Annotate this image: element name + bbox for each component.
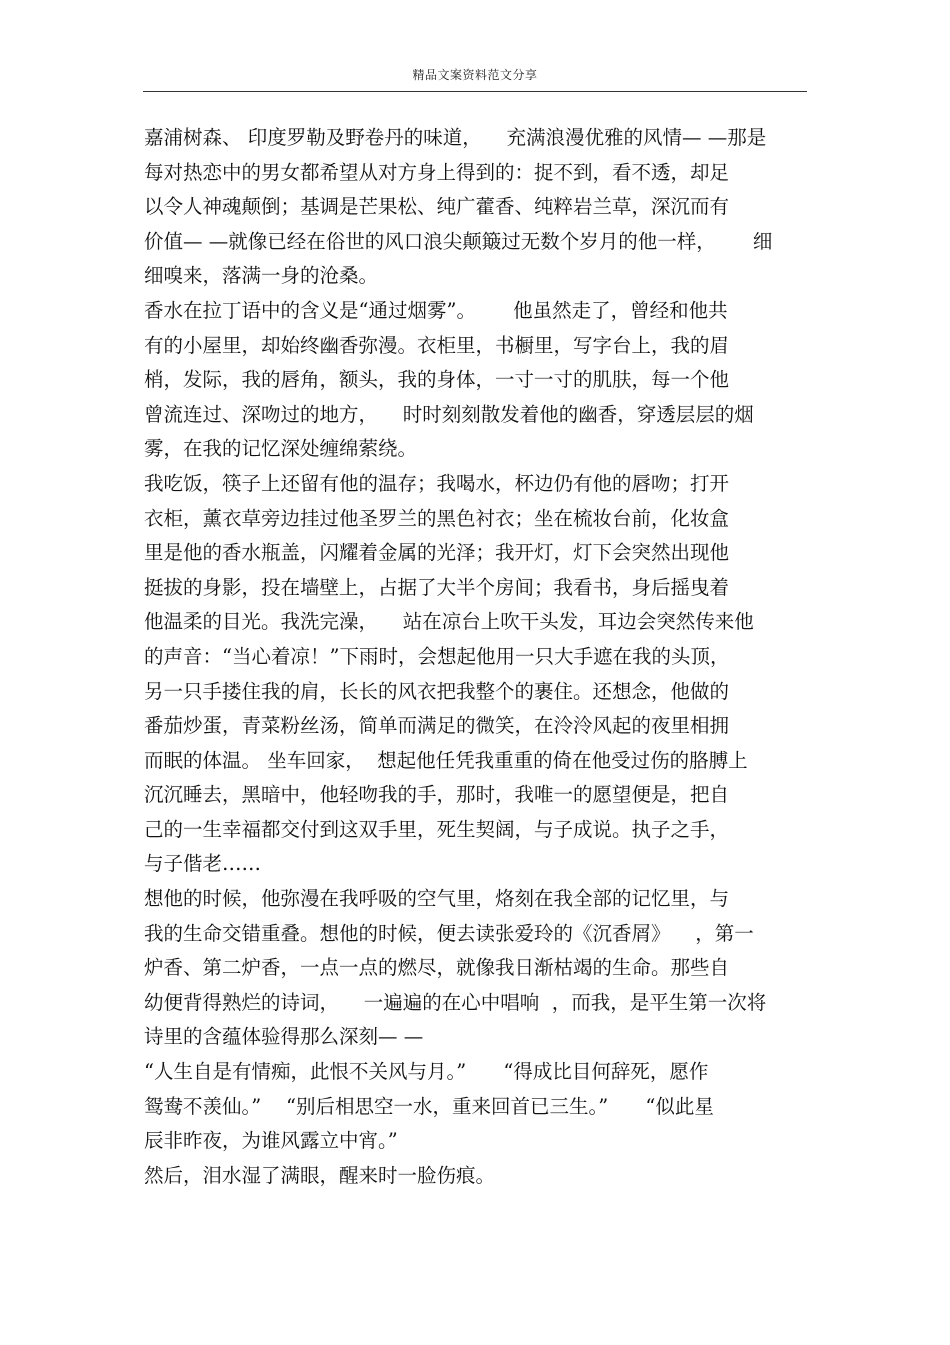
text-line: “人生自是有情痴，此恨不关风与月。” “得成比目何辞死，愿作 xyxy=(144,1060,709,1084)
text-line: 我吃饭，筷子上还留有他的温存；我喝水，杯边仍有他的唇吻；打开 xyxy=(144,471,730,495)
text-line: 里是他的香水瓶盖，闪耀着金属的光泽；我开灯，灯下会突然出现他 xyxy=(144,541,730,565)
text-line: 幼便背得熟烂的诗词， 一遍遍的在心中唱响 ，而我，是平生第一次将 xyxy=(144,990,767,1014)
text-line: 价值— —就像已经在俗世的风口浪尖颠簸过无数个岁月的他一样， 细 xyxy=(144,229,773,253)
text-line: 梢，发际，我的唇角，额头，我的身体，一寸一寸的肌肤，每一个他 xyxy=(144,368,730,392)
text-line: 炉香、第二炉香，一点一点的燃尽，就像我日渐枯竭的生命。那些自 xyxy=(144,956,730,980)
text-line: 辰非昨夜，为谁风露立中宵。” xyxy=(144,1129,398,1153)
text-line: 雾，在我的记忆深处缠绵萦绕。 xyxy=(144,437,418,461)
text-line: 有的小屋里，却始终幽香弥漫。衣柜里，书橱里，写字台上，我的眉 xyxy=(144,333,730,357)
text-line: 另一只手搂住我的肩，长长的风衣把我整个的裹住。还想念，他做的 xyxy=(144,679,730,703)
text-line: 衣柜，薰衣草旁边挂过他圣罗兰的黑色衬衣；坐在梳妆台前，化妆盒 xyxy=(144,506,730,530)
text-line: 嘉浦树森、 印度罗勒及野卷丹的味道， 充满浪漫优雅的风情— —那是 xyxy=(144,126,767,149)
text-line: 而眠的体温。 坐车回家， 想起他任凭我重重的倚在他受过伤的胳膊上 xyxy=(144,748,748,772)
text-line: 想他的时候，他弥漫在我呼吸的空气里，烙刻在我全部的记忆里，与 xyxy=(144,887,730,911)
text-line: 香水在拉丁语中的含义是“通过烟雾”。 他虽然走了，曾经和他共 xyxy=(144,298,728,322)
text-line: 挺拔的身影，投在墙壁上，占据了大半个房间；我看书，身后摇曳着 xyxy=(144,575,730,599)
text-line: 以令人神魂颠倒；基调是芒果松、纯广藿香、纯粹岩兰草，深沉而有 xyxy=(144,195,730,219)
header-divider xyxy=(143,91,807,92)
text-line: 鸳鸯不羡仙。” “别后相思空一水，重来回首已三生。” “似此星 xyxy=(144,1094,714,1118)
text-line: 诗里的含蕴体验得那么深刻— — xyxy=(144,1025,424,1049)
text-line: 我的生命交错重叠。想他的时候，便去读张爱玲的《沉香屑》 ，第一 xyxy=(144,921,754,945)
text-line: 沉沉睡去，黑暗中，他轻吻我的手，那时，我唯一的愿望便是，把自 xyxy=(144,783,730,807)
text-line: 他温柔的目光。我洗完澡， 站在凉台上吹干头发，耳边会突然传来他 xyxy=(144,610,754,634)
text-line: 己的一生幸福都交付到这双手里，死生契阔，与子成说。执子之手， xyxy=(144,817,730,841)
body-text xyxy=(144,121,814,1193)
text-line: 与子偕老…… xyxy=(144,852,262,876)
text-line: 每对热恋中的男女都希望从对方身上得到的：捉不到，看不透，却足 xyxy=(144,160,730,184)
page-header: 精品文案资料范文分享 xyxy=(412,68,538,82)
text-line: 的声音：“当心着凉！”下雨时，会想起他用一只大手遮在我的头顶， xyxy=(144,644,730,668)
text-line: 番茄炒蛋，青菜粉丝汤，简单而满足的微笑，在泠泠风起的夜里相拥 xyxy=(144,714,730,738)
text-line: 细嗅来，落满一身的沧桑。 xyxy=(144,264,379,288)
text-line: 然后，泪水湿了满眼，醒来时一脸伤痕。 xyxy=(144,1163,496,1187)
text-line: 曾流连过、深吻过的地方， 时时刻刻散发着他的幽香，穿透层层的烟 xyxy=(144,402,754,426)
